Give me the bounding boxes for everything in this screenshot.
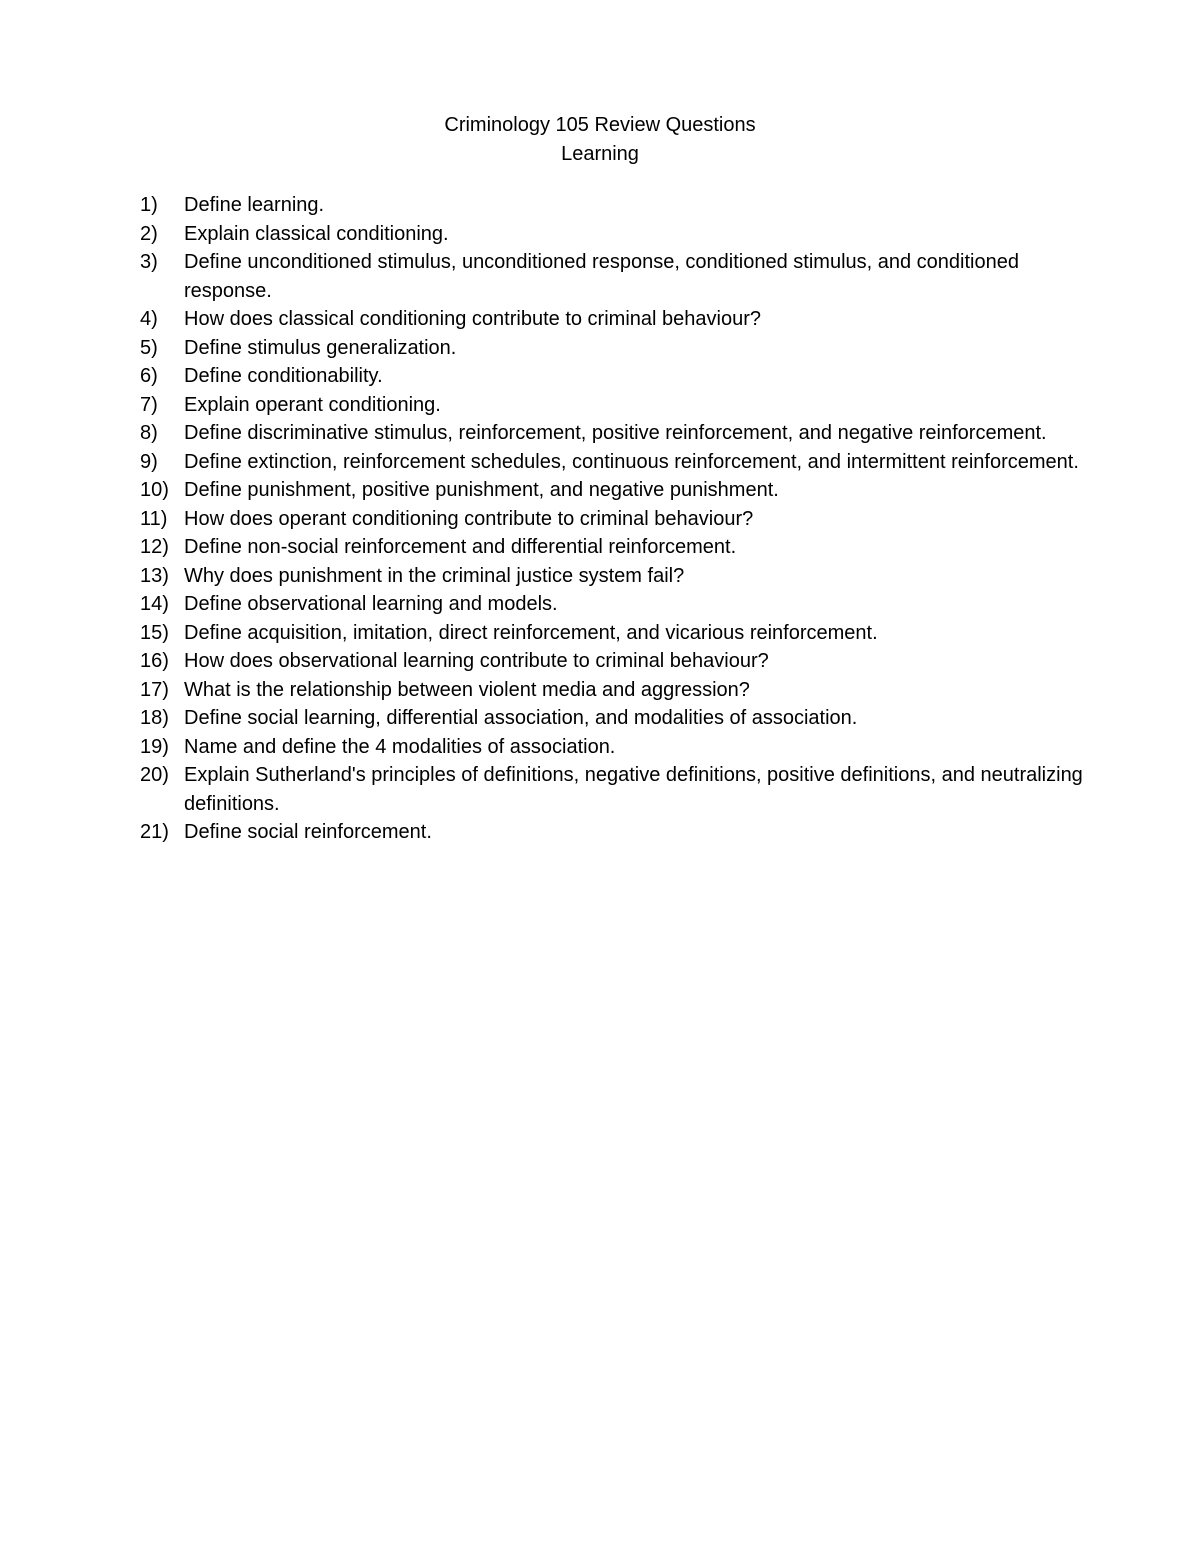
- question-item: [140, 334, 1100, 363]
- question-number: 17): [140, 678, 169, 701]
- question-item: [140, 191, 1100, 220]
- question-number: 7): [140, 393, 158, 416]
- question-item: [140, 647, 1100, 676]
- question-text: Define social learning, differential association, and modalities of association.: [184, 707, 858, 729]
- question-number: 11): [140, 507, 168, 530]
- question-text: Define unconditioned stimulus, unconditioned response, conditioned stimulus, and conditioned response.: [184, 251, 1019, 302]
- question-item: [140, 533, 1100, 562]
- question-number: 12): [140, 536, 169, 558]
- question-text: Explain classical conditioning.: [184, 222, 449, 245]
- question-item: [140, 590, 1100, 619]
- question-list: [140, 191, 1100, 847]
- question-number: 14): [140, 593, 169, 615]
- question-item: [140, 305, 1100, 334]
- question-text: What is the relationship between violent media and aggression?: [184, 678, 750, 701]
- question-text: Define social reinforcement.: [184, 821, 432, 843]
- question-text: Name and define the 4 modalities of association.: [184, 735, 616, 758]
- question-text: Define observational learning and models.: [184, 593, 558, 615]
- question-item: [140, 619, 1100, 648]
- question-number: 5): [140, 336, 158, 359]
- question-item: [140, 505, 1100, 534]
- question-text: Why does punishment in the criminal justice system fail?: [184, 564, 685, 587]
- question-text: How does classical conditioning contribute to criminal behaviour?: [184, 308, 761, 330]
- question-number: 3): [140, 251, 158, 273]
- question-number: 6): [140, 365, 158, 387]
- question-number: 18): [140, 707, 169, 729]
- question-text: Define extinction, reinforcement schedules, continuous reinforcement, and intermittent reinforcement.: [184, 450, 1079, 473]
- question-text: How does observational learning contribute to criminal behaviour?: [184, 650, 769, 672]
- question-item: [140, 704, 1100, 733]
- question-text: How does operant conditioning contribute to criminal behaviour?: [184, 507, 754, 530]
- question-item: [140, 476, 1100, 505]
- question-text: Define stimulus generalization.: [184, 336, 457, 359]
- question-text: Define learning.: [184, 194, 325, 216]
- document-subtitle: Learning: [561, 143, 639, 165]
- question-text: Define punishment, positive punishment, and negative punishment.: [184, 479, 779, 501]
- question-item: [140, 818, 1100, 847]
- question-text: Define discriminative stimulus, reinforcement, positive reinforcement, and negative reinforcement.: [184, 422, 1047, 444]
- document-header: [0, 111, 1200, 169]
- question-item: [140, 220, 1100, 249]
- question-text: Explain Sutherland's principles of definitions, negative definitions, positive definitions, and neutralizing definitions.: [184, 764, 1083, 815]
- question-number: 8): [140, 422, 158, 444]
- question-number: 21): [140, 821, 169, 843]
- question-item: [140, 761, 1100, 818]
- question-text: Define non-social reinforcement and differential reinforcement.: [184, 536, 737, 558]
- document-title: Criminology 105 Review Questions: [444, 114, 756, 136]
- question-number: 20): [140, 764, 169, 786]
- question-text: Define conditionability.: [184, 365, 383, 387]
- question-item: [140, 562, 1100, 591]
- question-number: 19): [140, 735, 169, 758]
- question-number: 9): [140, 450, 158, 473]
- question-item: [140, 676, 1100, 705]
- question-number: 13): [140, 564, 169, 587]
- question-item: [140, 733, 1100, 762]
- question-number: 1): [140, 194, 158, 216]
- question-number: 4): [140, 308, 158, 330]
- question-item: [140, 362, 1100, 391]
- question-text: Explain operant conditioning.: [184, 393, 441, 416]
- question-number: 10): [140, 479, 169, 501]
- question-item: [140, 391, 1100, 420]
- question-number: 15): [140, 621, 169, 644]
- question-item: [140, 419, 1100, 448]
- question-item: [140, 248, 1100, 305]
- question-number: 2): [140, 222, 158, 245]
- question-number: 16): [140, 650, 169, 672]
- question-item: [140, 448, 1100, 477]
- question-text: Define acquisition, imitation, direct reinforcement, and vicarious reinforcement.: [184, 621, 878, 644]
